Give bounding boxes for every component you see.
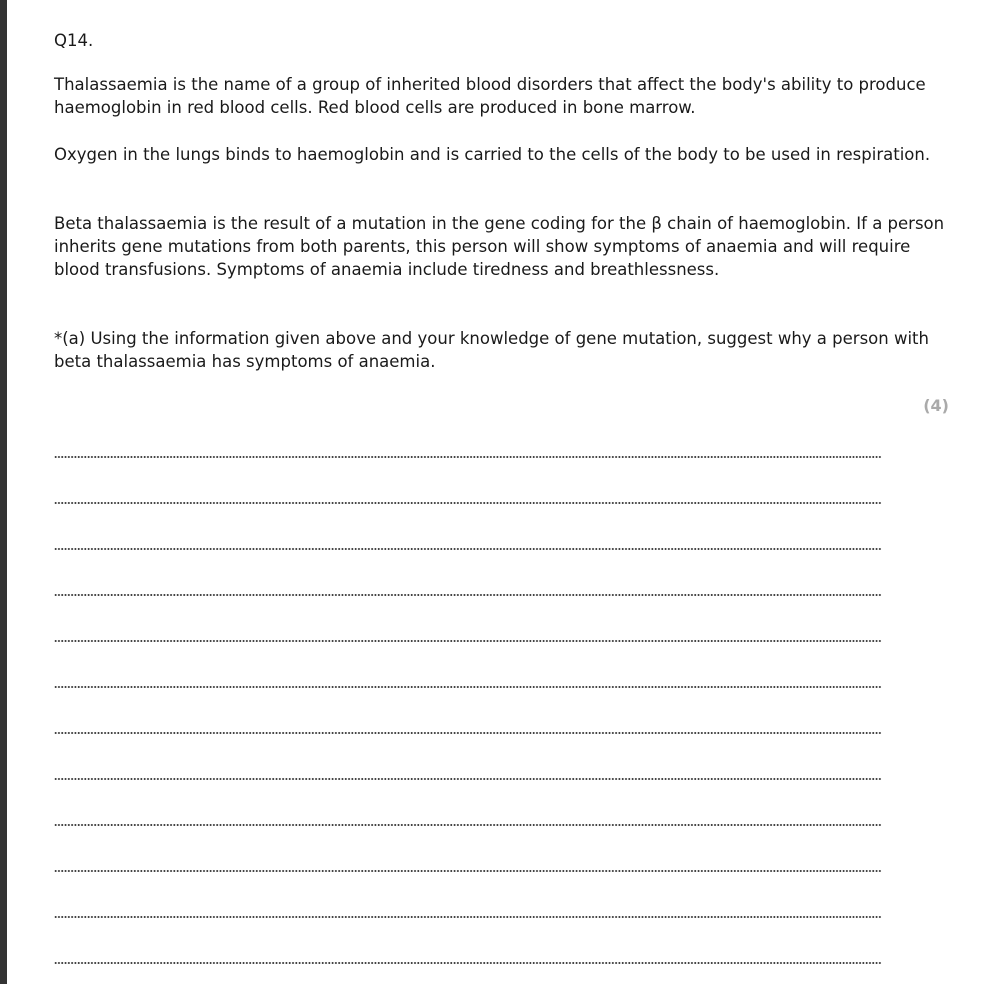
answer-line[interactable] — [54, 502, 882, 504]
answer-line[interactable] — [54, 640, 882, 642]
answer-line[interactable] — [54, 962, 882, 964]
intro-paragraph: Thalassaemia is the name of a group of inherited blood disorders that affect the body's ability to produce haemoglobin in red blood cells. Red blood cells are produced in bone marrow. — [54, 75, 926, 117]
answer-line[interactable] — [54, 824, 882, 826]
question-part-a: *(a) Using the information given above and your knowledge of gene mutation, suggest why a person with beta thalassaemia has symptoms of anaemia. — [54, 329, 929, 371]
answer-line[interactable] — [54, 456, 882, 458]
beta-thalassaemia-paragraph: Beta thalassaemia is the result of a mutation in the gene coding for the β chain of haemoglobin. If a person inherits gene mutations from both parents, this person will show symptoms of anaemia and will require blood transfusions. Symptoms of anaemia include tiredness and breathlessness. — [54, 214, 945, 279]
answer-line[interactable] — [54, 594, 882, 596]
answer-line[interactable] — [54, 778, 882, 780]
answer-line[interactable] — [54, 732, 882, 734]
left-edge-bar — [0, 0, 7, 984]
marks-label: (4) — [923, 396, 949, 415]
answer-line[interactable] — [54, 686, 882, 688]
answer-line[interactable] — [54, 548, 882, 550]
oxygen-paragraph: Oxygen in the lungs binds to haemoglobin and is carried to the cells of the body to be used in respiration. — [54, 145, 931, 164]
answer-line[interactable] — [54, 870, 882, 872]
answer-line[interactable] — [54, 916, 882, 918]
question-number: Q14. — [54, 31, 94, 50]
